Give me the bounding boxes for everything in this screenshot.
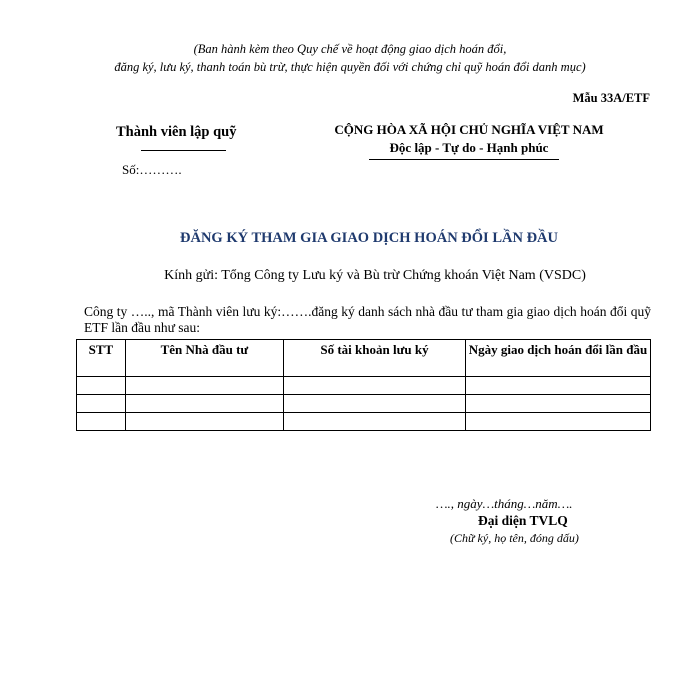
signature-instruction: (Chữ ký, họ tên, đóng dấu) xyxy=(450,531,579,545)
header-stt: STT xyxy=(77,340,126,377)
header-investor-name: Tên Nhà đầu tư xyxy=(125,340,283,377)
nation-name: CỘNG HÒA XÃ HỘI CHỦ NGHĨA VIỆT NAM xyxy=(334,122,604,137)
table-cell[interactable] xyxy=(77,377,126,395)
table-cell[interactable] xyxy=(125,377,283,395)
table-row xyxy=(77,395,651,413)
table-cell[interactable] xyxy=(465,377,650,395)
table-row xyxy=(77,377,651,395)
header-custody-account: Số tài khoản lưu ký xyxy=(283,340,465,377)
header-note-line-1: (Ban hành kèm theo Quy chế về hoạt động giao dịch hoán đổi, xyxy=(193,42,507,56)
member-underline xyxy=(141,150,226,151)
document-title: ĐĂNG KÝ THAM GIA GIAO DỊCH HOÁN ĐỔI LẦN ĐẦU xyxy=(180,230,558,246)
table-cell[interactable] xyxy=(283,377,465,395)
table-cell[interactable] xyxy=(465,395,650,413)
body-paragraph: Công ty ….., mã Thành viên lưu ký:…….đăng ký danh sách nhà đầu tư tham gia giao dịch hoán đổi quỹ ETF lần đầu như sau: xyxy=(84,304,651,335)
nation-motto: Độc lập - Tự do - Hạnh phúc xyxy=(389,140,549,155)
table-cell[interactable] xyxy=(77,395,126,413)
table-header-row xyxy=(77,340,651,377)
member-label: Thành viên lập quỹ xyxy=(116,124,237,140)
representative-label: Đại diện TVLQ xyxy=(478,513,568,528)
table-cell[interactable] xyxy=(465,413,650,431)
document-number: Số:………. xyxy=(122,162,182,177)
nation-header xyxy=(300,121,638,157)
table-cell[interactable] xyxy=(283,413,465,431)
registration-table xyxy=(76,339,651,431)
table-cell[interactable] xyxy=(125,413,283,431)
date-line: …., ngày…tháng…năm…. xyxy=(436,496,573,511)
header-first-swap-date: Ngày giao dịch hoán đổi lần đầu xyxy=(465,340,650,377)
recipient-line: Kính gửi: Tổng Công ty Lưu ký và Bù trừ Chứng khoán Việt Nam (VSDC) xyxy=(164,268,586,283)
table-row xyxy=(77,413,651,431)
header-note xyxy=(0,40,700,76)
motto-underline xyxy=(369,159,559,160)
table-cell[interactable] xyxy=(77,413,126,431)
header-note-line-2: đăng ký, lưu ký, thanh toán bù trừ, thực hiện quyền đối với chứng chỉ quỹ hoán đổi danh mục) xyxy=(114,60,586,74)
table-cell[interactable] xyxy=(125,395,283,413)
form-code: Mẫu 33A/ETF xyxy=(572,91,650,105)
table-cell[interactable] xyxy=(283,395,465,413)
